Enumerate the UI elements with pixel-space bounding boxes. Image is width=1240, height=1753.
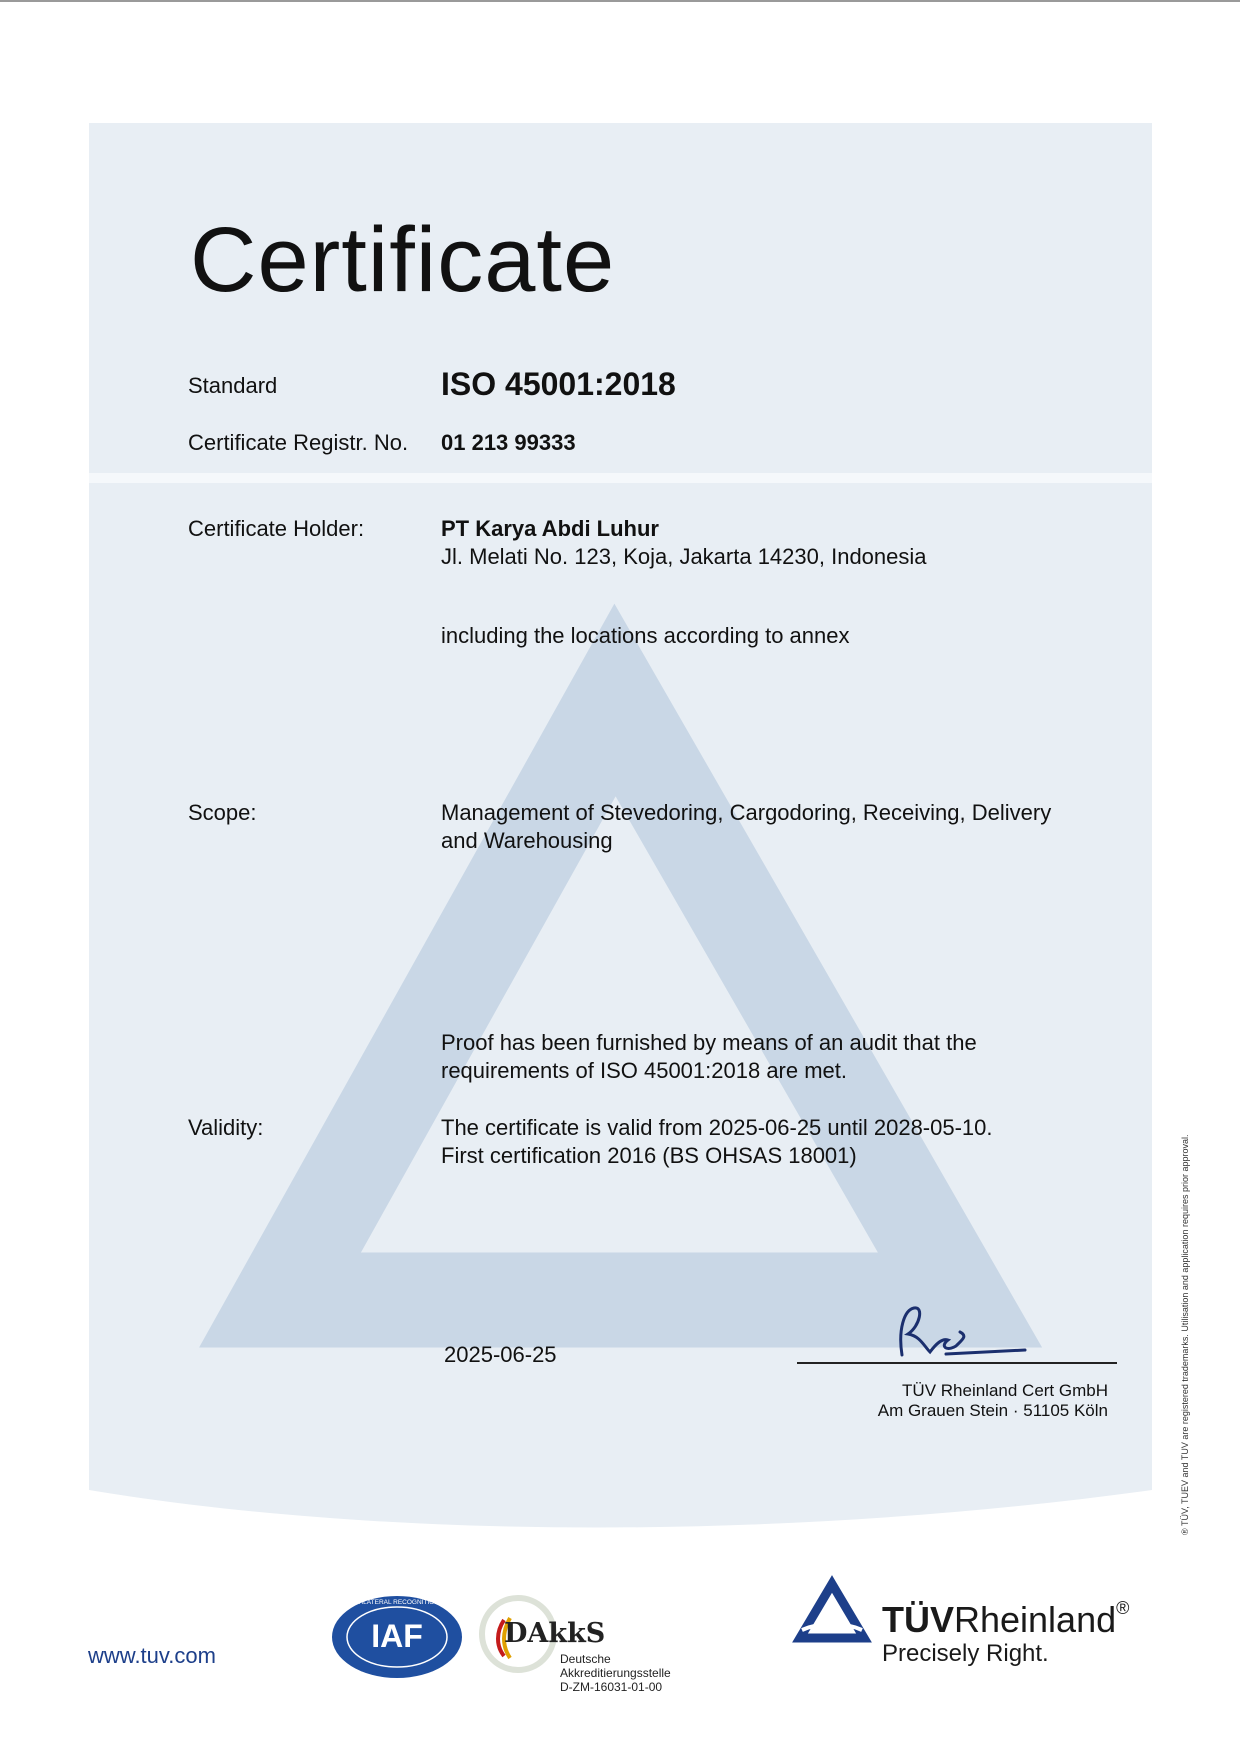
tuv-triangle-logo bbox=[796, 1580, 868, 1642]
scan-edge-line bbox=[0, 0, 1240, 2]
iaf-logo bbox=[302, 1594, 492, 1680]
registered-mark: ® bbox=[1116, 1598, 1130, 1618]
trademark-side-note: ® TÜV, TUEV and TUV are registered trademarks. Utilisation and application requires prior approval. bbox=[1180, 1134, 1190, 1535]
standard-label: Standard bbox=[188, 373, 278, 398]
registration-number: 01 213 99333 bbox=[441, 430, 576, 455]
validity-label: Validity: bbox=[188, 1115, 264, 1140]
scope-label: Scope: bbox=[188, 800, 257, 825]
scope-line-1: Management of Stevedoring, Cargodoring, Receiving, Delivery bbox=[441, 800, 1052, 825]
holder-label: Certificate Holder: bbox=[188, 516, 365, 541]
dakks-brand: DAkkS bbox=[504, 1618, 606, 1649]
holder-name: PT Karya Abdi Luhur bbox=[441, 516, 659, 541]
validity-line-1: The certificate is valid from 2025-06-25 until 2028-05-10. bbox=[441, 1115, 993, 1140]
proof-line-2: requirements of ISO 45001:2018 are met. bbox=[441, 1058, 848, 1083]
tuv-triangle-watermark bbox=[270, 690, 970, 1310]
locations-note: including the locations according to annex bbox=[441, 623, 850, 648]
holder-address: Jl. Melati No. 123, Koja, Jakarta 14230, Indonesia bbox=[441, 544, 927, 569]
tuv-wordmark-rest: Rheinland bbox=[954, 1599, 1117, 1640]
tuv-rheinland-wordmark bbox=[882, 1598, 1129, 1641]
validity-line-2: First certification 2016 (BS OHSAS 18001) bbox=[441, 1143, 857, 1168]
dakks-accreditation-number: D-ZM-16031-01-00 bbox=[560, 1680, 663, 1694]
issue-date: 2025-06-25 bbox=[444, 1342, 557, 1367]
issuer-name: TÜV Rheinland Cert GmbH bbox=[902, 1381, 1108, 1400]
proof-line-1: Proof has been furnished by means of an audit that the bbox=[441, 1030, 977, 1055]
signature-line bbox=[797, 1362, 1117, 1364]
registration-label: Certificate Registr. No. bbox=[188, 430, 409, 455]
issuer-address: Am Grauen Stein · 51105 Köln bbox=[877, 1401, 1108, 1420]
iaf-logo-text: IAF bbox=[371, 1618, 423, 1654]
scope-line-2: and Warehousing bbox=[441, 828, 613, 853]
dakks-name-line-2: Akkreditierungsstelle bbox=[560, 1666, 671, 1680]
iaf-ring-text: MEMBER OF MULTILATERAL RECOGNITION ARRANGEMENT bbox=[302, 1599, 492, 1606]
tuv-wordmark-bold: TÜV bbox=[882, 1599, 954, 1640]
signature bbox=[890, 1300, 1030, 1362]
tuv-slogan: Precisely Right. bbox=[882, 1640, 1049, 1667]
panel-bottom-wave bbox=[89, 1470, 1152, 1540]
standard-value: ISO 45001:2018 bbox=[441, 366, 676, 402]
website-link[interactable]: www.tuv.com bbox=[88, 1643, 216, 1668]
dakks-name-line-1: Deutsche bbox=[560, 1652, 611, 1666]
panel-divider bbox=[89, 473, 1152, 483]
certificate-title: Certificate bbox=[190, 209, 616, 311]
